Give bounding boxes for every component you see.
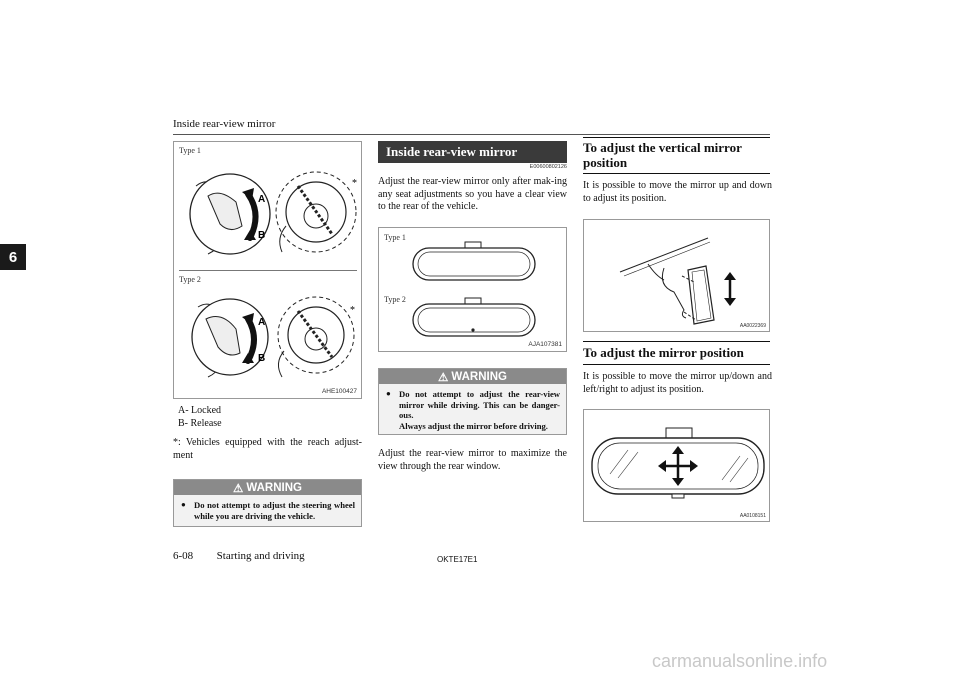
fig-divider bbox=[179, 270, 357, 271]
label-b: B bbox=[258, 353, 266, 364]
chapter-tab: 6 bbox=[0, 244, 26, 270]
fig-code: AJA107381 bbox=[528, 341, 562, 348]
adjust-view-text: Adjust the rear-view mirror to maximize the view through the rear window. bbox=[378, 448, 567, 472]
mirror-illustration bbox=[409, 240, 569, 340]
mirror-types-figure bbox=[378, 227, 567, 352]
steering-warning-box bbox=[173, 479, 362, 527]
vertical-title-rule-bottom bbox=[583, 173, 770, 174]
doc-code: OKTE17E1 bbox=[437, 555, 478, 564]
mirror-warning-box bbox=[378, 368, 567, 435]
warning-title: WARNING bbox=[246, 481, 302, 494]
adjust-intro-text: Adjust the rear-view mirror only after mak-ing any seat adjustments so you have a clear view to the rear of the vehicle. bbox=[378, 176, 567, 212]
position-mirror-figure bbox=[583, 409, 770, 522]
label-a: A bbox=[258, 317, 266, 328]
position-mirror-illustration bbox=[584, 410, 770, 522]
vertical-section-title: To adjust the vertical mirror position bbox=[583, 140, 742, 170]
warning-header bbox=[379, 369, 566, 384]
steering-lever-illustration-type2 bbox=[178, 285, 358, 389]
fig-type1-label: Type 1 bbox=[179, 146, 201, 155]
section-name: Starting and driving bbox=[216, 550, 305, 562]
position-title-rule-top bbox=[583, 341, 770, 342]
watermark: carmanualsonline.info bbox=[652, 651, 828, 671]
position-section-title: To adjust the mirror position bbox=[583, 345, 744, 360]
position-title-rule-bottom bbox=[583, 364, 770, 365]
fig-code: AA0022369 bbox=[739, 323, 766, 329]
warning-text-2: Always adjust the mirror before driving. bbox=[399, 420, 548, 431]
warning-icon: ⚠ bbox=[438, 371, 449, 384]
steering-wheel-figure bbox=[173, 141, 362, 399]
vertical-mirror-illustration bbox=[584, 220, 770, 332]
footer-page-section bbox=[173, 550, 305, 562]
label-a: A bbox=[258, 194, 266, 205]
section-code: E00600802126 bbox=[529, 164, 567, 170]
legend bbox=[178, 404, 222, 430]
position-text: It is possible to move the mirror up/down and left/right to adjust its position. bbox=[583, 371, 772, 395]
label-b: B bbox=[258, 230, 266, 241]
asterisk: * bbox=[352, 178, 357, 189]
legend-item-a: A- Locked bbox=[178, 405, 222, 416]
warning-text: Do not attempt to adjust the steering wheel while you are driving the vehicle. bbox=[194, 500, 355, 521]
fig-code: AHE100427 bbox=[321, 388, 357, 395]
running-head: Inside rear-view mirror bbox=[173, 118, 276, 130]
warning-text: Do not attempt to adjust the rear-view mirror while driving. This can be danger-ous. bbox=[399, 389, 560, 420]
vertical-mirror-figure bbox=[583, 219, 770, 332]
warning-icon: ⚠ bbox=[233, 482, 244, 495]
reach-adjust-note: *: Vehicles equipped with the reach adjust-ment bbox=[173, 437, 362, 461]
bullet-icon: ● bbox=[181, 500, 186, 509]
warning-title: WARNING bbox=[451, 370, 507, 383]
fig-type1-label: Type 1 bbox=[384, 233, 406, 242]
vertical-text: It is possible to move the mirror up and down to adjust its position. bbox=[583, 180, 772, 204]
legend-item-b: B- Release bbox=[178, 418, 222, 429]
fig-type2-label: Type 2 bbox=[384, 295, 406, 304]
asterisk: * bbox=[350, 305, 355, 316]
section-title: Inside rear-view mirror bbox=[378, 141, 567, 163]
fig-code: AA0108151 bbox=[739, 513, 766, 519]
header-rule bbox=[173, 134, 770, 135]
bullet-icon: ● bbox=[386, 389, 391, 398]
page-number: 6-08 bbox=[173, 550, 194, 562]
vertical-title-rule-top bbox=[583, 137, 770, 138]
warning-header bbox=[174, 480, 361, 495]
fig-type2-label: Type 2 bbox=[179, 275, 201, 284]
steering-lever-illustration-type1 bbox=[178, 156, 358, 268]
